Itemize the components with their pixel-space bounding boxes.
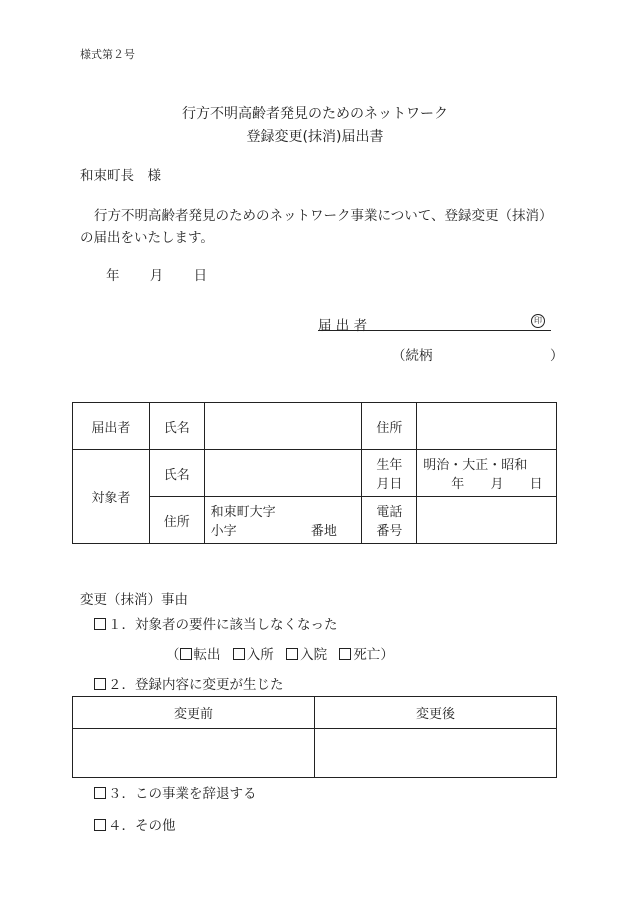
date-day: 日	[193, 268, 208, 284]
reason-option-4[interactable]	[94, 814, 176, 834]
phone-label-line1: 電話	[376, 505, 403, 520]
reason-option-3-label: ３．この事業を辞退する	[108, 786, 257, 802]
address-line1: 和束町大字	[210, 505, 276, 520]
reason-option-2[interactable]	[94, 673, 284, 693]
checkbox-icon[interactable]	[94, 819, 106, 831]
birthdate-field[interactable]	[417, 450, 557, 497]
applicant-header-cell: 届出者	[73, 403, 150, 450]
reason-option-4-label: ４．その他	[108, 818, 176, 834]
relation-label: （続柄	[392, 348, 433, 364]
birthdate-ymd	[423, 473, 550, 492]
table-row	[73, 403, 557, 450]
info-table	[72, 402, 557, 544]
document-title-line1: 行方不明高齢者発見のためのネットワーク	[182, 106, 448, 122]
subject-address-label: 住所	[149, 497, 204, 544]
applicant-address-label: 住所	[362, 403, 417, 450]
table-row	[73, 450, 557, 497]
subject-address-field[interactable]	[204, 497, 362, 544]
address-banchi: 番地	[310, 524, 337, 539]
date-month: 月	[149, 268, 164, 284]
change-before-header: 変更前	[73, 697, 315, 729]
applicant-address-field[interactable]	[417, 403, 557, 450]
checkbox-icon[interactable]	[94, 787, 106, 799]
birthdate-label-line2: 月日	[376, 477, 403, 492]
reason-option-3[interactable]	[94, 782, 257, 802]
birth-day-label: 日	[529, 477, 543, 492]
phone-label	[362, 497, 417, 544]
reason-header: 変更（抹消）事由	[80, 592, 188, 608]
checkbox-icon[interactable]	[180, 648, 192, 660]
body-text-line1: 行方不明高齢者発見のためのネットワーク事業について、登録変更（抹消）	[94, 208, 553, 224]
phone-field[interactable]	[417, 497, 557, 544]
address-line2	[211, 520, 356, 539]
suboption-hospital: 入院	[300, 647, 328, 663]
reason-option-2-label: ２．登録内容に変更が生じた	[108, 677, 284, 693]
reason-option-1[interactable]	[94, 613, 338, 633]
checkbox-icon[interactable]	[286, 648, 298, 660]
address-koaza: 小字	[210, 524, 237, 539]
applicant-name-field[interactable]	[204, 403, 362, 450]
change-after-header: 変更後	[315, 697, 557, 729]
change-table	[72, 696, 557, 778]
change-before-field[interactable]	[73, 729, 315, 778]
subject-header-cell: 対象者	[73, 450, 150, 544]
subject-name-label: 氏名	[149, 450, 204, 497]
suboption-open: （	[166, 647, 180, 663]
applicant-signature-line[interactable]	[318, 330, 551, 331]
date-year: 年	[106, 268, 120, 284]
addressee: 和束町長 様	[80, 168, 161, 184]
date-line	[80, 264, 207, 284]
era-options: 明治・大正・昭和	[423, 458, 528, 473]
table-row	[73, 729, 557, 778]
birthdate-label	[362, 450, 417, 497]
birth-month-label: 月	[490, 477, 504, 492]
phone-label-line2: 番号	[376, 524, 403, 539]
table-row	[73, 697, 557, 729]
applicant-label: 届 出 者	[318, 318, 368, 334]
form-number: 様式第２号	[80, 48, 135, 61]
reason-option-1-label: １．対象者の要件に該当しなくなった	[108, 617, 338, 633]
checkbox-icon[interactable]	[233, 648, 245, 660]
birthdate-label-line1: 生年	[376, 458, 403, 473]
subject-name-field[interactable]	[204, 450, 362, 497]
reason-option-1-suboptions	[166, 643, 394, 663]
suboption-moved-out: 転出	[193, 647, 221, 663]
relation-close: ）	[550, 348, 564, 364]
body-text-line2: の届出をいたします。	[80, 230, 214, 246]
suboption-death: 死亡	[353, 647, 381, 663]
suboption-facility: 入所	[246, 647, 274, 663]
seal-icon: 印	[531, 314, 545, 328]
checkbox-icon[interactable]	[94, 678, 106, 690]
change-after-field[interactable]	[315, 729, 557, 778]
checkbox-icon[interactable]	[339, 648, 351, 660]
applicant-name-label: 氏名	[149, 403, 204, 450]
checkbox-icon[interactable]	[94, 618, 106, 630]
document-title-line2: 登録変更(抹消)届出書	[246, 129, 384, 145]
birth-year-label: 年	[451, 477, 465, 492]
suboption-close: ）	[380, 647, 394, 663]
